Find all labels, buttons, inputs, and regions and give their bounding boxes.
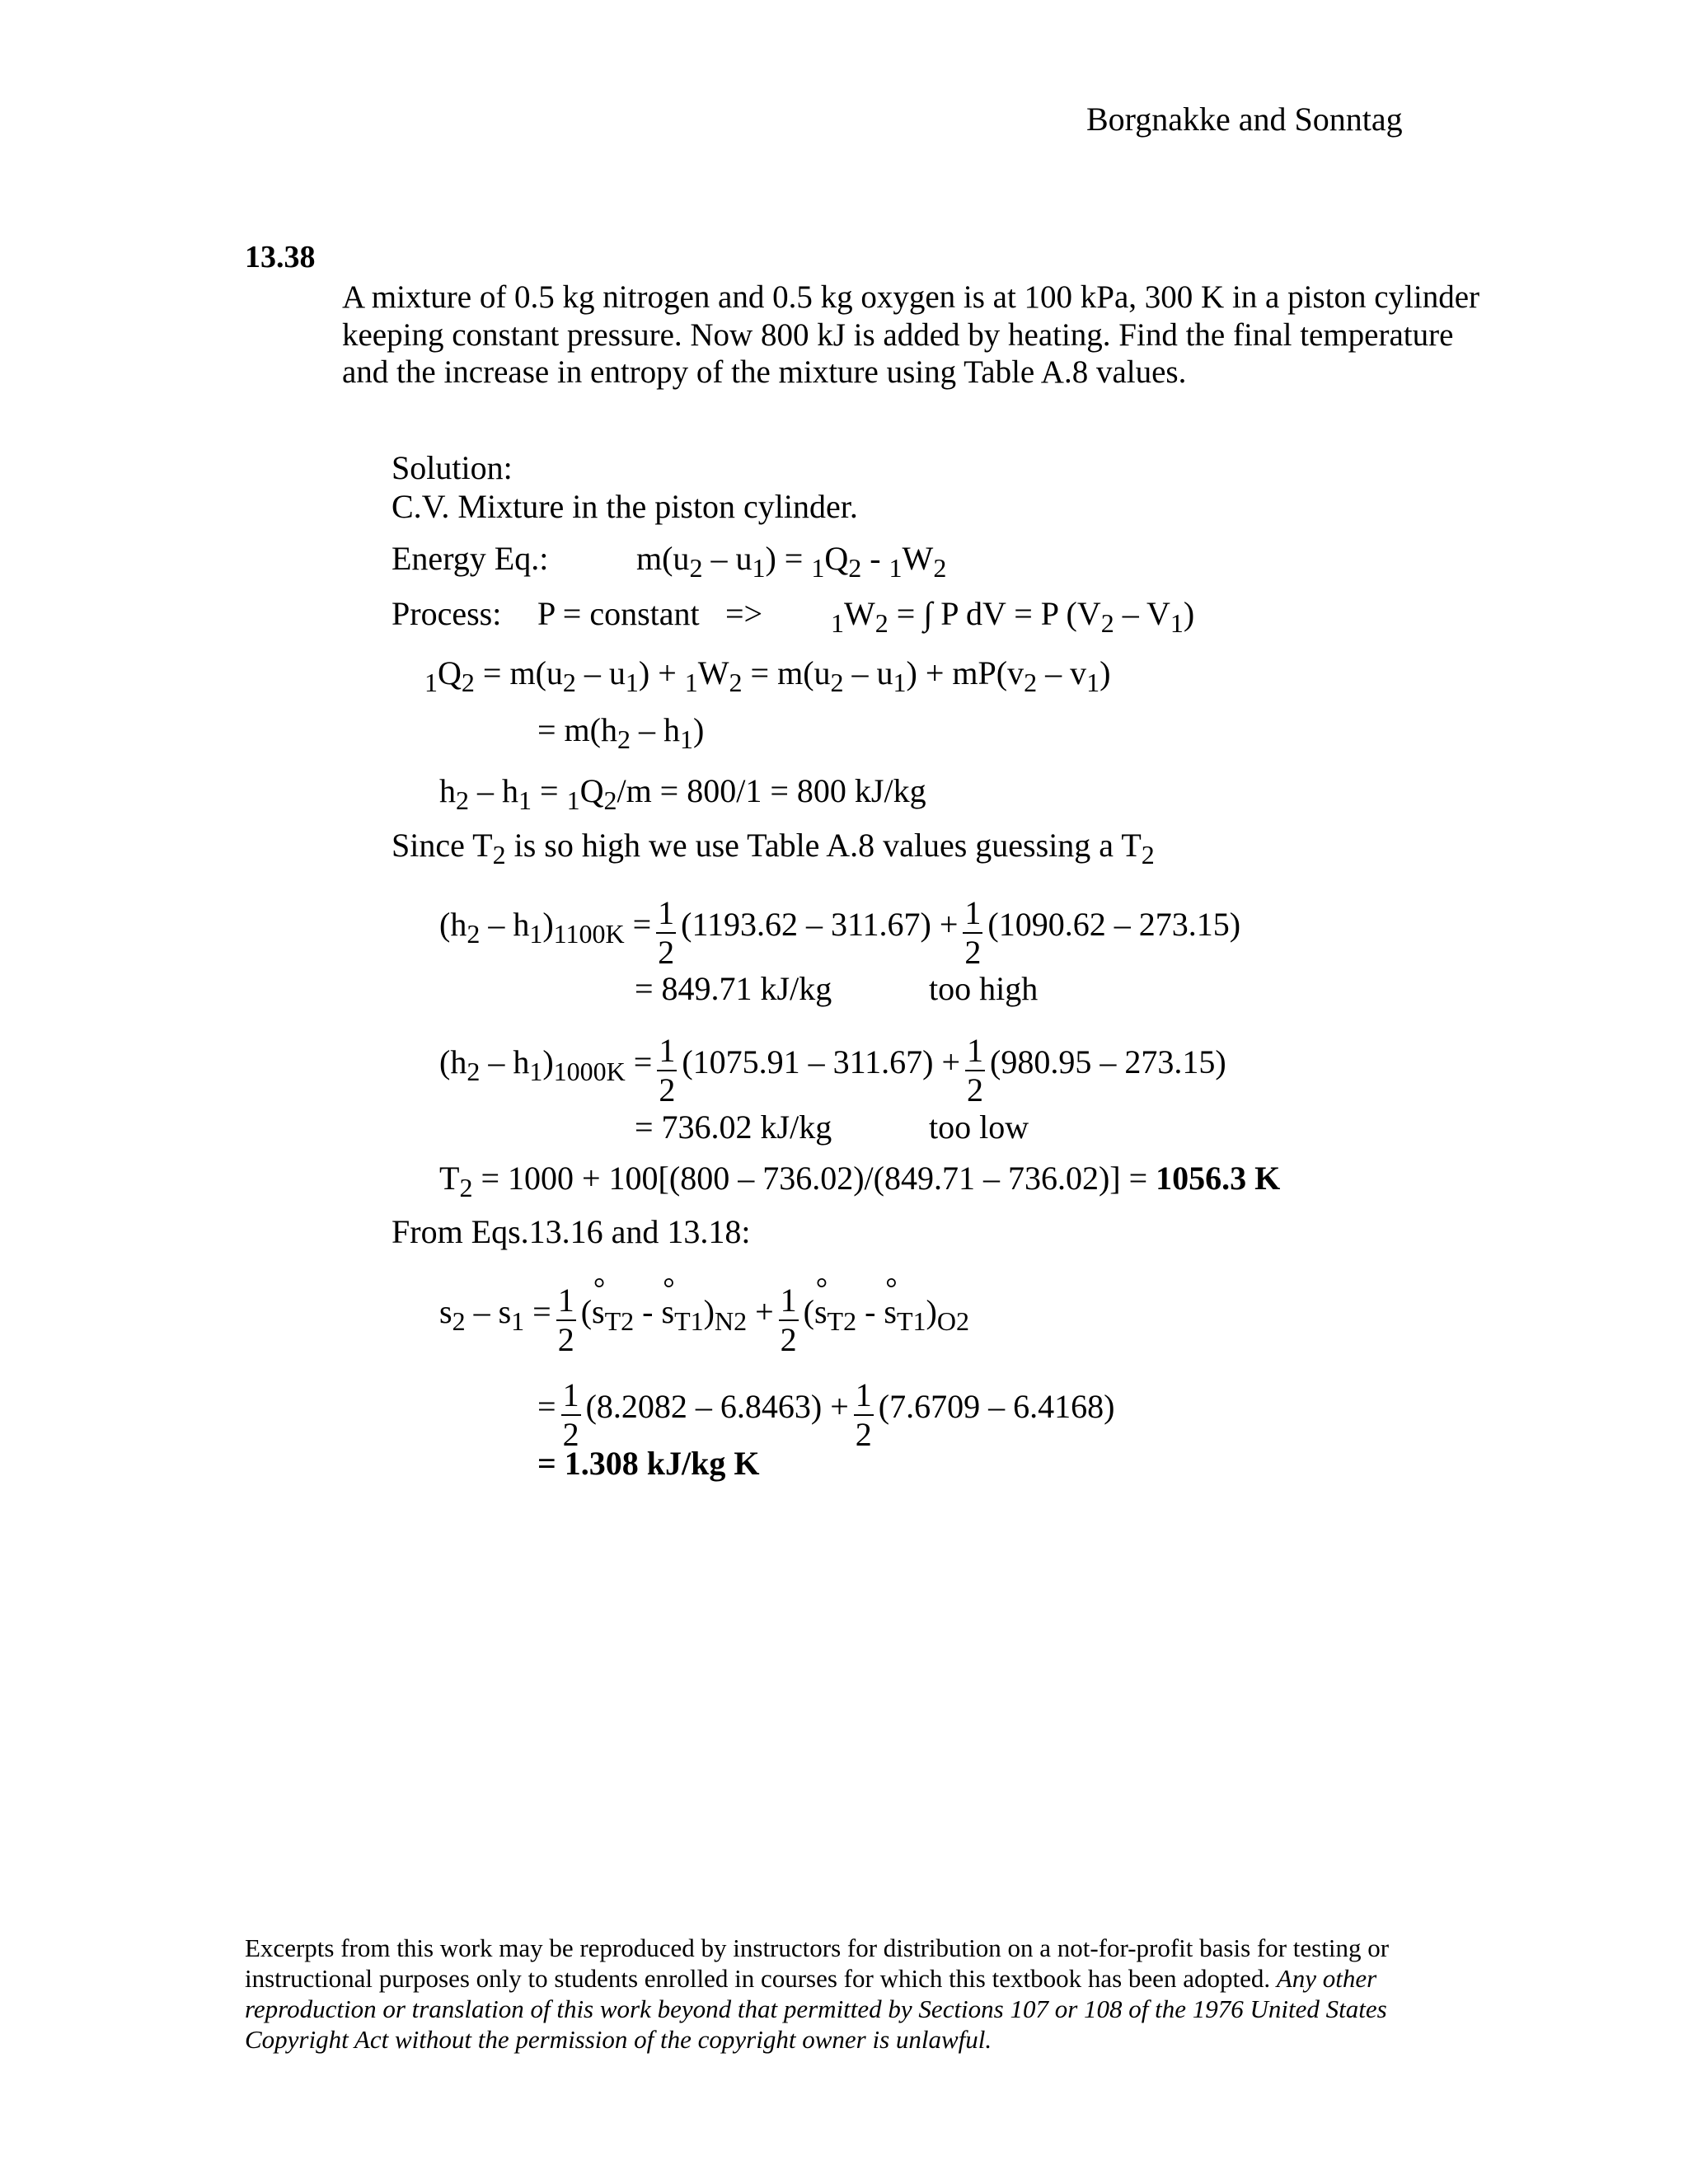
fraction-one-half: $\frac{1}{2}$ <box>557 1281 574 1358</box>
heat-transfer-equation: $_1Q_2 = m(u_2 - u_1) + _1W_2 = m(u_2 - u_1) + mP(v_2 - v_1)$ <box>424 654 1111 697</box>
guess-1100k-verdict: too high <box>929 970 1039 1007</box>
entropy-change-numeric: = $\frac{1}{2}$ (8.2082 – 6.8463) + $\frac{1}{2}$ (7.6709 – 6.4168) <box>537 1376 1115 1453</box>
energy-equation-label: Energy Eq.: <box>392 540 549 577</box>
interpolated-temperature: $T_2 = 1000 + 100[(800 - 736.02)/(849.71 - 736.02)] = 1056.3$ K <box>439 1160 1281 1202</box>
problem-number: 13.38 <box>245 240 316 274</box>
fraction-one-half: $\frac{1}{2}$ <box>855 1376 872 1453</box>
guess-1000k-equation: $(h_2 - h_1)_{1000K}$ = $\frac{1}{2}$ (1075.91 – 311.67) + $\frac{1}{2}$ (980.95 – 273.15) <box>439 1031 1226 1108</box>
page-header-authors: Borgnakke and Sonntag <box>1086 101 1403 138</box>
fraction-one-half: $\frac{1}{2}$ <box>780 1281 797 1358</box>
copyright-footer <box>245 1933 1448 2055</box>
guess-1000k-verdict: too low <box>929 1108 1029 1146</box>
enthalpy-form: = $m(h_2 - h_1)$ <box>537 711 705 754</box>
process-condition: P = constant <box>537 595 700 632</box>
table-guess-sentence: Since $T_2$ is so high we use Table A.8 values guessing a $T_2$ <box>392 827 1155 869</box>
fraction-one-half: $\frac{1}{2}$ <box>562 1376 579 1453</box>
fraction-one-half: $\frac{1}{2}$ <box>659 1031 676 1108</box>
implies-arrow: => <box>725 595 763 632</box>
entropy-answer: = 1.308 kJ/kg K <box>537 1445 760 1482</box>
entropy-change-formula: $s_2 - s_1$ = $\frac{1}{2}$ (° $s_{T2}$ - ° $s_{T1})_{N2}$ + $\frac{1}{2}$ (° $s_{T2}$ - ° $s_{T1})_{O2}$ <box>439 1279 969 1352</box>
solution-heading: Solution: <box>392 449 513 486</box>
problem-statement: A mixture of 0.5 kg nitrogen and 0.5 kg oxygen is at 100 kPa, 300 K in a piston cylinder keeping constant pressure. Now 800 kJ is added by heating. Find the final temperature and the increase in entropy of the mixture using Table A.8 values. <box>342 279 1479 390</box>
energy-equation: $m(u_2 - u_1) = _1Q_2 - _1W_2$ <box>636 540 947 583</box>
guess-1000k-result: = 736.02 kJ/kg <box>635 1108 832 1146</box>
footer-text: Excerpts from this work may be reproduced by instructors for distribution on a not-for-profit basis for testing or instructional purposes only to students enrolled in courses for which this textbook has been adopted. <box>245 1933 1390 1993</box>
footer-italic-text: Any other reproduction or translation of this work beyond that permitted by Sections 107 or 108 of the 1976 United States Copyright Act without the permission of the copyright owner is unlawful. <box>245 1964 1387 2054</box>
control-volume-line: C.V. Mixture in the piston cylinder. <box>392 488 858 525</box>
enthalpy-difference: $h_2 - h_1 = _1Q_2/m = 800/1 = 800$ kJ/kg <box>439 772 926 815</box>
temperature-answer: 1056.3 K <box>1156 1160 1281 1197</box>
equation-reference: From Eqs.13.16 and 13.18: <box>392 1213 751 1250</box>
fraction-one-half: $\frac{1}{2}$ <box>658 893 675 971</box>
fraction-one-half: $\frac{1}{2}$ <box>967 1031 984 1108</box>
work-equation: $_1W_2$ = ∫ P dV = P $(V_2 - V_1)$ <box>831 595 1195 638</box>
fraction-one-half: $\frac{1}{2}$ <box>964 893 982 971</box>
guess-1100k-equation: $(h_2 - h_1)_{1100K}$ = $\frac{1}{2}$ (1193.62 – 311.67) + $\frac{1}{2}$ (1090.62 – 273.15) <box>439 893 1241 971</box>
guess-1100k-result: = 849.71 kJ/kg <box>635 970 832 1007</box>
process-label: Process: <box>392 595 502 632</box>
